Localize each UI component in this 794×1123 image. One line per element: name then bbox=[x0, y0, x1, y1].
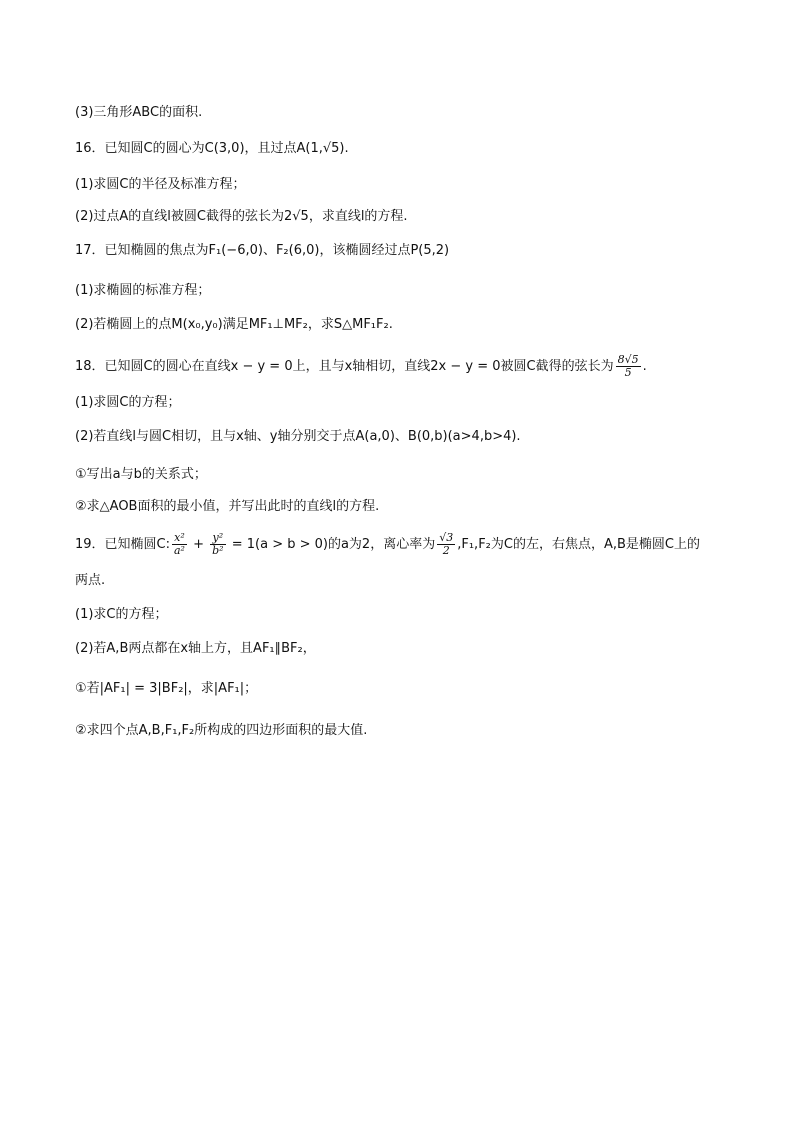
fraction-denominator: 5 bbox=[624, 366, 632, 379]
text-segment: 19．已知椭圆C: bbox=[75, 537, 170, 552]
text-line: ①写出a与b的关系式； bbox=[75, 467, 207, 482]
text-segment: 18．已知圆C的圆心在直线x − y = 0上，且与x轴相切，直线2x − y = 0被圆C截得的弦长为 bbox=[75, 359, 614, 374]
text-line: (2)过点A的直线l被圆C截得的弦长为2√5，求直线l的方程. bbox=[75, 209, 408, 224]
text-line: (2)若椭圆上的点M(x₀,y₀)满足MF₁⊥MF₂，求S△MF₁F₂. bbox=[75, 317, 393, 332]
fraction-numerator: x² bbox=[172, 532, 187, 545]
question-18 bbox=[75, 354, 647, 379]
text-line: (3)三角形ABC的面积. bbox=[75, 105, 203, 120]
text-line: (1)求圆C的半径及标准方程； bbox=[75, 177, 246, 192]
text-line: 两点. bbox=[75, 573, 106, 588]
fraction bbox=[210, 532, 225, 557]
text-line: ②求四个点A,B,F₁,F₂所构成的四边形面积的最大值. bbox=[75, 723, 368, 738]
text-line: ②求△AOB面积的最小值，并写出此时的直线l的方程. bbox=[75, 499, 380, 514]
fraction-numerator: y² bbox=[210, 532, 225, 545]
text-line: (1)求椭圆的标准方程； bbox=[75, 283, 211, 298]
fraction-denominator: a² bbox=[174, 544, 185, 557]
fraction bbox=[437, 532, 455, 557]
text-segment: + bbox=[188, 537, 209, 552]
fraction bbox=[172, 532, 187, 557]
text-line: ①若|AF₁| = 3|BF₂|，求|AF₁|； bbox=[75, 681, 258, 696]
question-19 bbox=[75, 532, 700, 557]
text-segment: ,F₁,F₂为C的左，右焦点，A,B是椭圆C上的 bbox=[457, 537, 700, 552]
fraction-numerator: 8√5 bbox=[617, 353, 639, 366]
text-line: (2)若A,B两点都在x轴上方，且AF₁∥BF₂， bbox=[75, 641, 316, 656]
fraction-denominator: b² bbox=[212, 544, 224, 557]
text-segment: = 1(a > b > 0)的a为2，离心率为 bbox=[227, 537, 436, 552]
fraction bbox=[616, 354, 641, 379]
question-16: 16．已知圆C的圆心为C(3,0)，且过点A(1,√5). bbox=[75, 141, 349, 156]
question-17: 17．已知椭圆的焦点为F₁(−6,0)、F₂(6,0)，该椭圆经过点P(5,2) bbox=[75, 243, 450, 258]
text-line: (1)求C的方程； bbox=[75, 607, 168, 622]
text-line: (1)求圆C的方程； bbox=[75, 395, 181, 410]
text-segment: . bbox=[642, 359, 647, 374]
fraction-numerator: √3 bbox=[439, 531, 454, 544]
text-line: (2)若直线l与圆C相切，且与x轴、y轴分别交于点A(a,0)、B(0,b)(a>4,b>4). bbox=[75, 429, 521, 444]
fraction-denominator: 2 bbox=[442, 544, 450, 557]
